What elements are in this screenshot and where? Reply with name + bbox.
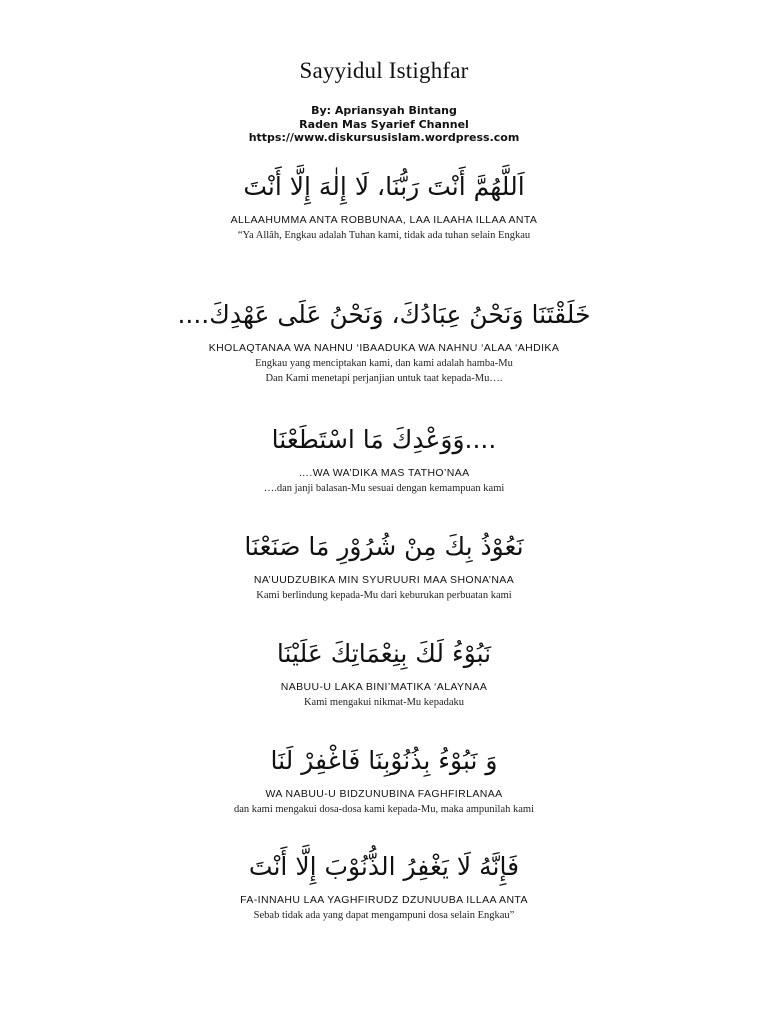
transliteration: NABUU-U LAKA BINI’MATIKA ‘ALAYNAA [280, 681, 488, 693]
verse-2 [0, 298, 768, 386]
translation-line: ….dan janji balasan-Mu sesuai dengan kemampuan kami [263, 483, 505, 494]
arabic-text: ....وَوَعْدِكَ مَا اسْتَطَعْنَا [271, 425, 497, 454]
arabic-text: خَلَقْتَنَا وَنَحْنُ عِبَادُكَ، وَنَحْنُ عَلَى عَهْدِكَ.... [177, 300, 591, 329]
arabic-text: نَعُوْذُ بِكَ مِنْ شُرُوْرِ مَا صَنَعْنَا [244, 532, 524, 561]
transliteration: NA’UUDZUBIKA MIN SYURUURI MAA SHONA’NAA [253, 574, 515, 586]
translation [0, 356, 768, 386]
verse-6 [0, 744, 768, 817]
translation [0, 588, 768, 603]
arabic-text: اَللَّهُمَّ أَنْتَ رَبُّنَا، لَا إِلٰهَ إِلَّا أَنْتَ [243, 172, 525, 201]
verse-1 [0, 170, 768, 243]
url-line: https://www.diskursusislam.wordpress.com [248, 131, 520, 144]
translation-line: Sebab tidak ada yang dapat mengampuni dosa selain Engkau” [253, 910, 515, 921]
transliteration: WA NABUU-U BIDZUNUBINA FAGHFIRLANAA [265, 788, 503, 800]
translation-line: Kami mengakui nikmat-Mu kepadaku [303, 697, 465, 708]
channel-line: Raden Mas Syarief Channel [299, 117, 469, 131]
author-line: By: Apriansyah Bintang [311, 104, 457, 117]
translation-line: Engkau yang menciptakan kami, dan kami adalah hamba-Mu [255, 358, 513, 369]
transliteration: FA-INNAHU LAA YAGHFIRUDZ DZUNUUBA ILLAA ANTA [240, 894, 528, 906]
verse-4 [0, 530, 768, 603]
transliteration: ….WA WA’DIKA MAS TATHO’NAA [298, 467, 470, 479]
translation-line: “Ya Allâh, Engkau adalah Tuhan kami, tidak ada tuhan selain Engkau [237, 230, 531, 241]
translation [0, 481, 768, 496]
page-title: Sayyidul Istighfar [299, 58, 469, 83]
translation-line: Kami berlindung kepada-Mu dari keburukan perbuatan kami [256, 590, 512, 601]
transliteration: KHOLAQTANAA WA NAHNU ‘IBAADUKA WA NAHNU ‘ALAA ‘AHDIKA [208, 342, 560, 354]
verse-3 [0, 423, 768, 496]
translation [0, 908, 768, 923]
translation [0, 802, 768, 817]
translation-line: dan kami mengakui dosa-dosa kami kepada-Mu, maka ampunilah kami [233, 804, 535, 815]
translation [0, 228, 768, 243]
verse-7 [0, 850, 768, 923]
translation [0, 695, 768, 710]
arabic-text: نَبُوْءُ لَكَ بِنِعْمَاتِكَ عَلَيْنَا [276, 639, 492, 668]
arabic-text: فَإِنَّهُ لَا يَغْفِرُ الذُّنُوْبَ إِلَّا أَنْتَ [248, 852, 520, 881]
transliteration: ALLAAHUMMA ANTA ROBBUNAA, LAA ILAAHA ILLAA ANTA [230, 214, 538, 226]
arabic-text: وَ نَبُوْءُ بِذُنُوْبِنَا فَاغْفِرْ لَنَا [270, 746, 498, 775]
translation-line: Dan Kami menetapi perjanjian untuk taat kepada-Mu…. [265, 373, 503, 384]
byline [0, 104, 768, 145]
verse-5 [0, 637, 768, 710]
